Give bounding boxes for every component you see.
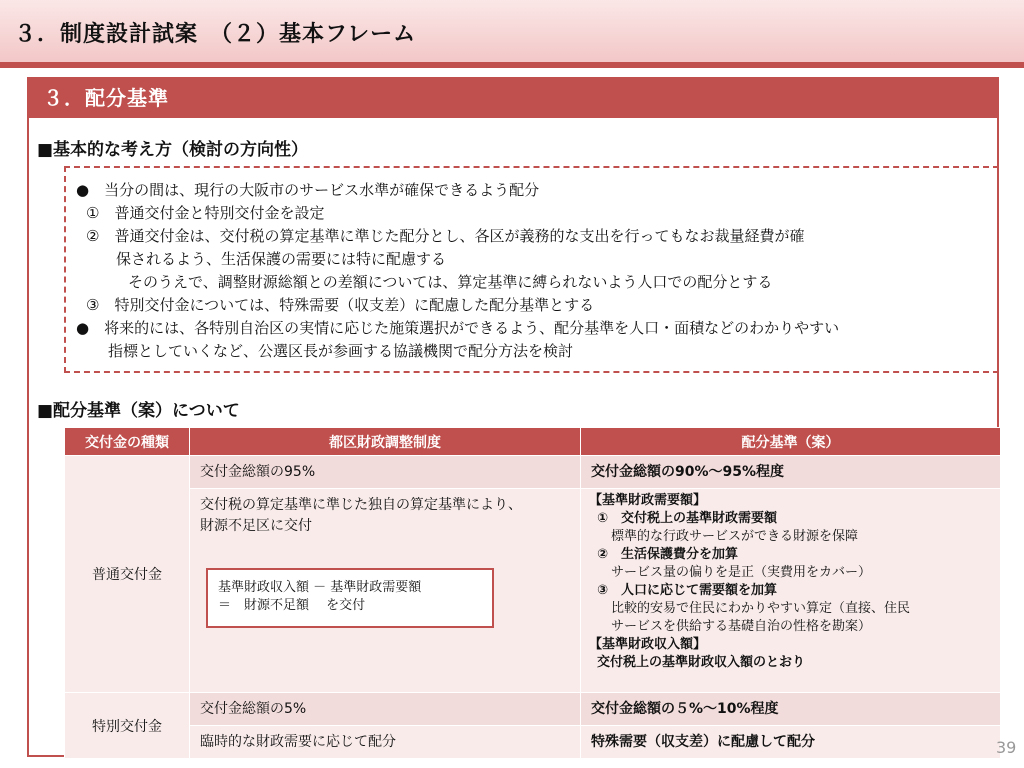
principle-line: 保されるよう、生活保護の需要には特に配慮する [116,250,447,268]
criteria-line: 【基準財政需要額】 [589,493,707,508]
principle-line: ● 当分の間は、現行の大阪市のサービス水準が確保できるよう配分 [76,181,540,199]
criteria-line: 比較的安易で住民にわかりやすい算定（直接、住民 [611,601,911,616]
grant-type-label: 普通交付金 [92,567,162,583]
criteria-line: 標準的な行政サービスができる財源を保障 [611,529,859,544]
table-cell [581,489,1001,693]
principle-line: ① 普通交付金と特別交付金を設定 [86,204,325,222]
criteria-line: サービス量の偏りを是正（実費用をカバー） [611,565,872,580]
table-cell: 交付金総額の90%～95%程度 [581,456,1001,489]
table-row [65,693,1001,726]
principle-line: そのうえで、調整財源総額との差額については、算定基準に縛られないよう人口での配分とする [128,273,773,291]
description-line: 交付税の算定基準に準じた独自の算定基準により、 [200,497,522,513]
page-title: ３．制度設計試案 （２）基本フレーム [14,22,417,47]
criteria-line: 交付税上の基準財政収入額のとおり [597,655,806,670]
table-cell [190,489,581,693]
column-header: 交付金の種類 [65,428,190,456]
formula-line: 基準財政収入額 － 基準財政需要額 [218,580,422,595]
criteria-line: ③ 人口に応じて需要額を加算 [597,583,778,598]
criteria-line: ② 生活保護費分を加算 [597,547,739,562]
title-bar [0,0,1024,68]
table-cell: 交付金総額の5% [190,693,581,726]
allocation-table [64,427,1001,759]
content-frame [27,77,999,757]
grant-type-cell [65,693,190,759]
formula-line: ＝ 財源不足額 を交付 [218,598,366,613]
column-header: 都区財政調整制度 [190,428,581,456]
table-cell: 特殊需要（収支差）に配慮して配分 [581,726,1001,759]
table-row [65,489,1001,693]
principles-heading: ■基本的な考え方（検討の方向性） [37,140,309,160]
grant-type-label: 特別交付金 [92,718,162,735]
table-cell: 交付金総額の５%～10%程度 [581,693,1001,726]
section-header: ３．配分基準 [29,79,997,118]
grant-type-cell [65,456,190,693]
table-row [65,726,1001,759]
table-cell: 交付金総額の95% [190,456,581,489]
principles-box [64,166,999,373]
principle-line: ② 普通交付金は、交付税の算定基準に準じた配分とし、各区が義務的な支出を行ってもなお裁量経費が確 [86,227,805,245]
principle-line: ③ 特別交付金については、特殊需要（収支差）に配慮した配分基準とする [86,296,595,314]
criteria-heading: ■配分基準（案）について [37,401,240,421]
table-row [65,456,1001,489]
criteria-line: 【基準財政収入額】 [589,637,707,652]
table-header-row [65,428,1001,456]
principle-line: ● 将来的には、各特別自治区の実情に応じた施策選択ができるよう、配分基準を人口・面積などのわかりやすい [76,319,840,337]
principle-line: 指標としていくなど、公選区長が参画する協議機関で配分方法を検討 [108,342,574,360]
page-number: 39 [996,738,1017,757]
criteria-line: ① 交付税上の基準財政需要額 [597,511,778,526]
column-header: 配分基準（案） [581,428,1001,456]
system-description [190,495,580,537]
criteria-line: サービスを供給する基礎自治の性格を勘案） [611,619,872,634]
formula-box [206,568,494,628]
table-cell: 臨時的な財政需要に応じて配分 [190,726,581,759]
description-line: 財源不足区に交付 [200,518,312,534]
